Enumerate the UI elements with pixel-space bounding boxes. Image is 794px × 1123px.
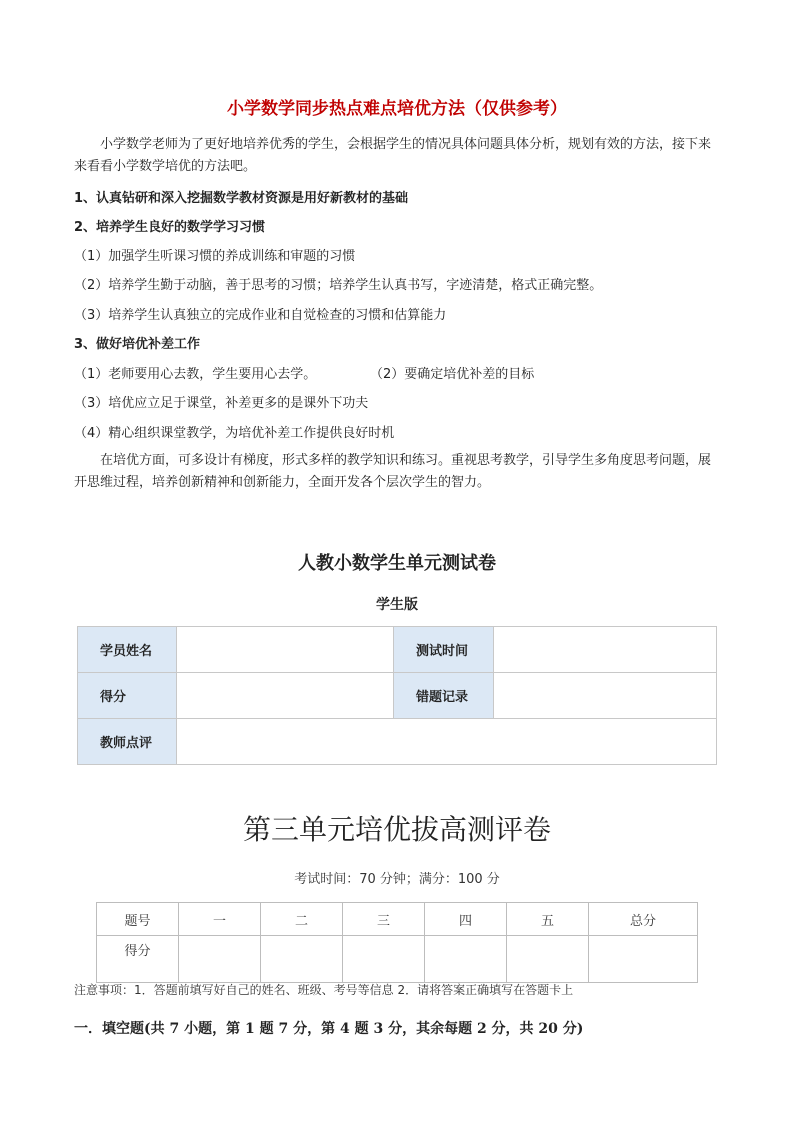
student-name-field[interactable] — [177, 627, 394, 673]
student-edition-label: 学生版 — [376, 597, 418, 613]
mistakes-label: 错题记录 — [394, 673, 494, 719]
habit-item-1: （1）加强学生听课习惯的养成训练和审题的习惯 — [74, 249, 356, 264]
score-cell[interactable] — [507, 936, 589, 983]
tutoring-item-4: （4）精心组织课堂教学，为培优补差工作提供良好时机 — [74, 426, 395, 441]
student-info-table — [77, 626, 717, 765]
test-time-label: 测试时间 — [394, 627, 494, 673]
tutoring-item-1: （1）老师要用心去教，学生要用心去学。 — [74, 367, 317, 382]
score-header-cell: 三 — [343, 903, 425, 936]
heading-2: 2、培养学生良好的数学学习习惯 — [74, 220, 266, 235]
score-cell[interactable] — [343, 936, 425, 983]
tutoring-item-2: （2）要确定培优补差的目标 — [370, 367, 535, 382]
habit-item-2: （2）培养学生勤于动脑，善于思考的习惯；培养学生认真书写，字迹清楚，格式正确完整。 — [74, 278, 603, 293]
exam-title: 第三单元培优拔高测评卷 — [242, 813, 551, 846]
student-name-label: 学员姓名 — [78, 627, 177, 673]
test-time-field[interactable] — [494, 627, 717, 673]
score-cell[interactable] — [179, 936, 261, 983]
section-one-heading: 一．填空题(共 7 小题，第 1 题 7 分，第 4 题 3 分，其余每题 2 分，共 20 分) — [74, 1021, 584, 1037]
test-paper-title: 人教小数学生单元测试卷 — [298, 553, 496, 574]
score-cell[interactable] — [425, 936, 507, 983]
score-cell[interactable] — [589, 936, 698, 983]
table-row — [78, 719, 717, 765]
score-header-cell: 一 — [179, 903, 261, 936]
heading-3: 3、做好培优补差工作 — [74, 337, 201, 352]
table-row — [78, 627, 717, 673]
table-row — [78, 673, 717, 719]
exam-meta: 考试时间：70 分钟；满分：100 分 — [294, 872, 500, 887]
intro-paragraph: 小学数学老师为了更好地培养优秀的学生，会根据学生的情况具体问题具体分析，规划有效的方法，接下来来看看小学数学培优的方法吧。 — [74, 137, 712, 174]
heading-1: 1、认真钻研和深入挖掘数学教材资源是用好新教材的基础 — [74, 191, 409, 206]
score-value-row — [97, 936, 698, 983]
score-table — [96, 902, 698, 983]
score-header-cell: 四 — [425, 903, 507, 936]
score-header-row — [97, 903, 698, 936]
score-row-label: 得分 — [97, 936, 179, 983]
score-label: 得分 — [78, 673, 177, 719]
tutoring-item-3: （3）培优应立足于课堂，补差更多的是课外下功夫 — [74, 396, 369, 411]
score-field[interactable] — [177, 673, 394, 719]
score-cell[interactable] — [261, 936, 343, 983]
page-title: 小学数学同步热点难点培优方法（仅供参考） — [227, 99, 567, 119]
mistakes-field[interactable] — [494, 673, 717, 719]
closing-paragraph: 在培优方面，可多设计有梯度，形式多样的教学知识和练习。重视思考教学，引导学生多角度思考问题，展开思维过程，培养创新精神和创新能力，全面开发各个层次学生的智力。 — [74, 453, 712, 490]
teacher-comment-label: 教师点评 — [78, 719, 177, 765]
score-header-cell: 题号 — [97, 903, 179, 936]
score-header-cell: 五 — [507, 903, 589, 936]
teacher-comment-field[interactable] — [177, 719, 717, 765]
score-header-cell: 总分 — [589, 903, 698, 936]
habit-item-3: （3）培养学生认真独立的完成作业和自觉检查的习惯和估算能力 — [74, 308, 447, 323]
notice-text: 注意事项：1．答题前填写好自己的姓名、班级、考号等信息 2．请将答案正确填写在答题卡上 — [74, 983, 574, 997]
score-header-cell: 二 — [261, 903, 343, 936]
